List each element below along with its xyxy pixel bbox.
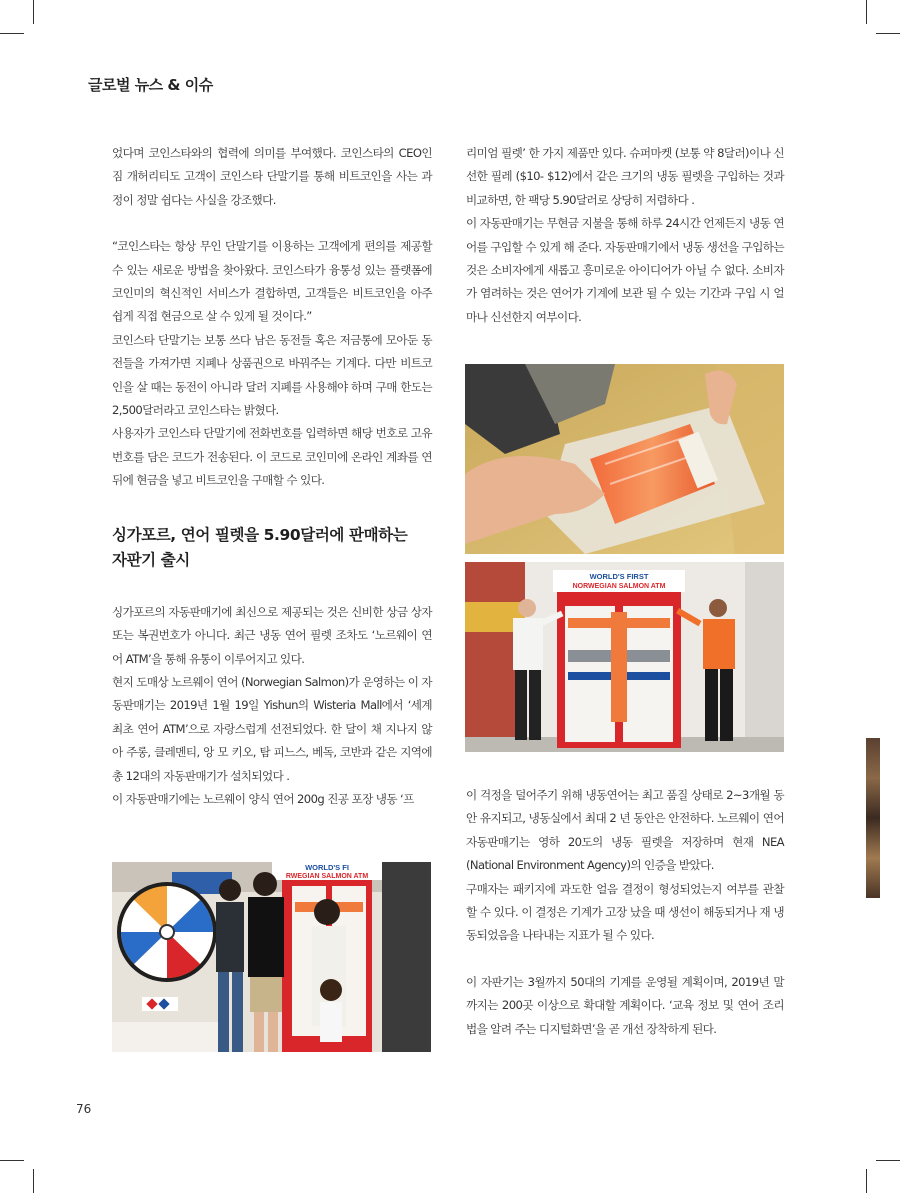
right-column-bottom — [466, 784, 784, 1041]
crowd-banner-line1: WORLD'S FI — [305, 863, 349, 872]
paragraph: 구매자는 패키지에 과도한 얼음 결정이 형성되었는지 여부를 관찰할 수 있다. 이 결정은 기계가 고장 났을 때 생선이 해동되거나 재 냉동되었음을 나타내는 지표가 될 수 있다. — [466, 881, 784, 943]
crowd-banner-line2: RWEGIAN SALMON ATM — [285, 873, 369, 880]
paragraph: 이 자판기는 3월까지 50대의 기계를 운영될 계획이며, 2019년 말까지는 200곳 이상으로 확대할 계획이다. ‘교육 정보 및 연어 조리법을 알려 주는 디지털화면’을 곧 개선 장착하게 된다. — [466, 974, 784, 1036]
article-headline — [112, 523, 432, 573]
paragraph: “코인스타는 항상 무인 단말기를 이용하는 고객에게 편의를 제공할 수 있는 새로운 방법을 찾아왔다. 코인스타가 융통성 있는 플랫폼에 코인미의 혁신적인 서비스가 결합하면, 고객들은 비트코인을 아주 쉽게 직접 현금으로 살 수 있게 될 것이다.” — [112, 239, 432, 324]
salmon-atm-photo — [465, 562, 784, 752]
paragraph: 사용자가 코인스타 단말기에 전화번호를 입력하면 해당 번호로 고유 번호를 담은 코드가 전송된다. 이 코드로 코인미에 온라인 계좌를 연 뒤에 현금을 넣고 비트코인을 구매할 수 있다. — [112, 426, 432, 488]
crop-mark — [876, 1160, 900, 1161]
crowd-at-atm-photo — [112, 862, 431, 1052]
crop-mark — [33, 0, 34, 24]
crop-mark — [33, 1169, 34, 1193]
headline-line: 자판기 출시 — [112, 550, 190, 569]
crop-mark — [0, 1160, 24, 1161]
crop-mark — [866, 0, 867, 24]
page-number: 76 — [76, 1102, 92, 1116]
section-label: 글로벌 뉴스 & 이슈 — [88, 76, 213, 94]
paragraph: 었다며 코인스타와의 협력에 의미를 부여했다. 코인스타의 CEO인 짐 개허리티도 고객이 코인스타 단말기를 통해 비트코인을 사는 과정이 정말 쉽다는 사실을 강조했다. — [112, 146, 432, 207]
atm-banner-line2: NORWEGIAN SALMON ATM — [572, 583, 666, 590]
salmon-fillet-photo — [465, 364, 784, 554]
headline-line: 싱가포르, 연어 필렛을 5.90달러에 판매하는 — [112, 525, 408, 544]
paragraph: 싱가포르의 자동판매기에 최신으로 제공되는 것은 신비한 상금 상자 또는 복권번호가 아니다. 최근 냉동 연어 필렛 조차도 ‘노르웨이 연어 ATM’을 통해 유통이 이루어지고 있다. — [112, 604, 432, 666]
crop-mark — [0, 33, 24, 34]
paragraph: 리미엄 필렛’ 한 가지 제품만 있다. 슈퍼마켓 (보통 약 8달러)이나 신선한 필레 ($10- $12)에서 같은 크기의 냉동 필렛을 구입하는 것과 비교하면, 한 팩당 5.90달러로 상당히 저렴하다 . — [466, 146, 784, 207]
left-column — [112, 142, 432, 811]
paragraph: 현지 도매상 노르웨이 연어 (Norwegian Salmon)가 운영하는 이 자동판매기는 2019년 1월 19일 Yishun의 Wisteria Mall에서 ‘세계 최초 연어 ATM’으로 자랑스럽게 선전되었다. 한 달이 채 지나지 않아 주롱, 클레멘티, 앙 모 키오, 탐 피느스, 베독, 코반과 같은 지역에 총 12대의 자동판매기가 설치되었다 . — [112, 674, 432, 783]
paragraph: 이 자동판매기는 무현금 지불을 통해 하루 24시간 언제든지 냉동 연어를 구입할 수 있게 해 준다. 자동판매기에서 냉동 생선을 구입하는 것은 소비자에게 새롭고 흥미로운 아이디어가 아닐 수 없다. 소비자가 염려하는 것은 연어가 기계에 보관 될 수 있는 기간과 구입 시 얼마나 신선한지 여부이다. — [466, 216, 784, 324]
crop-mark — [876, 33, 900, 34]
crop-mark — [866, 1169, 867, 1193]
paragraph: 이 자동판매기에는 노르웨이 양식 연어 200g 진공 포장 냉동 ‘프 — [112, 791, 414, 806]
atm-banner-line1: WORLD'S FIRST — [589, 572, 649, 581]
right-column-top — [466, 142, 784, 329]
paragraph: 이 걱정을 덜어주기 위해 냉동연어는 최고 품질 상태로 2~3개월 동안 유지되고, 냉동실에서 최대 2 년 동안은 안전하다. 노르웨이 연어 자동판매기는 영하 20도의 냉동 필렛을 저장하며 현재 NEA (National Environment Agency)의 인증을 받았다. — [466, 788, 784, 873]
paragraph: 코인스타 단말기는 보통 쓰다 남은 동전들 혹은 저금통에 모아둔 동전들을 가져가면 지폐나 상품권으로 바꿔주는 기계다. 다만 비트코인을 살 때는 동전이 아니라 달러 지폐를 사용해야 하며 구매 한도는 2,500달러라고 코인스타는 밝혔다. — [112, 332, 432, 418]
page-edge-image-strip — [866, 738, 880, 898]
